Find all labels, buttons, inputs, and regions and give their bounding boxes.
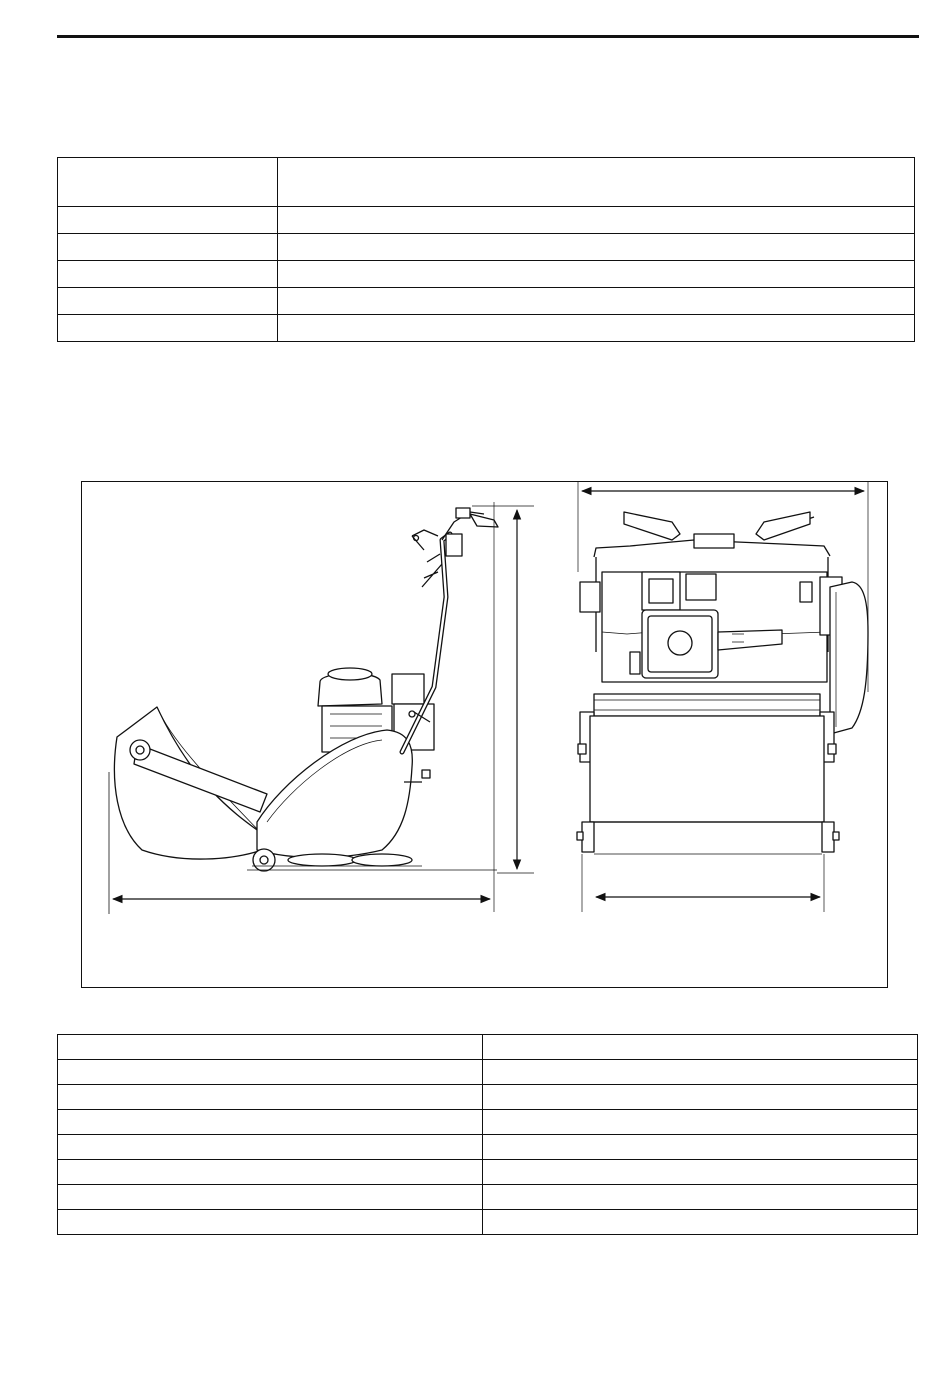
table-cell xyxy=(58,315,278,342)
table-cell xyxy=(58,1085,483,1110)
rear-roller xyxy=(590,716,824,822)
table-cell xyxy=(483,1060,918,1085)
table-cell xyxy=(58,1110,483,1135)
table-cell xyxy=(483,1035,918,1060)
cutting-cylinder xyxy=(594,694,820,716)
table-cell xyxy=(278,288,915,315)
table-row xyxy=(58,315,915,342)
table-cell xyxy=(483,1185,918,1210)
table-cell xyxy=(483,1210,918,1235)
table-row xyxy=(58,1110,918,1135)
table-cell xyxy=(58,234,278,261)
mower-dimension-figure xyxy=(81,481,888,988)
mower-drawing xyxy=(82,482,887,987)
table-cell xyxy=(58,261,278,288)
table-row xyxy=(58,1085,918,1110)
table-row xyxy=(58,261,915,288)
header-rule xyxy=(57,35,919,38)
table-cell xyxy=(58,1160,483,1185)
table-cell xyxy=(483,1110,918,1135)
table-cell xyxy=(58,158,278,207)
table-row xyxy=(58,1160,918,1185)
front-view xyxy=(577,482,868,912)
table-row xyxy=(58,1210,918,1235)
table-cell xyxy=(278,234,915,261)
table-cell xyxy=(483,1160,918,1185)
side-view xyxy=(109,502,534,914)
table-cell xyxy=(58,1210,483,1235)
table-cell xyxy=(278,158,915,207)
table-cell xyxy=(58,1185,483,1210)
table-header-row xyxy=(58,158,915,207)
table-row xyxy=(58,288,915,315)
table-cell xyxy=(278,207,915,234)
table-cell xyxy=(483,1085,918,1110)
table-cell xyxy=(58,1035,483,1060)
table-cell xyxy=(58,1135,483,1160)
table-row xyxy=(58,1135,918,1160)
table-cell xyxy=(278,315,915,342)
table-cell xyxy=(483,1135,918,1160)
table-cell xyxy=(58,1060,483,1085)
spec-table-bottom xyxy=(57,1034,918,1235)
table-row xyxy=(58,1185,918,1210)
table-row xyxy=(58,207,915,234)
table-row xyxy=(58,234,915,261)
spec-table-top xyxy=(57,157,915,342)
table-cell xyxy=(278,261,915,288)
cutter-housing xyxy=(257,730,412,858)
table-row xyxy=(58,1035,918,1060)
table-row xyxy=(58,1060,918,1085)
table-cell xyxy=(58,288,278,315)
table-cell xyxy=(58,207,278,234)
